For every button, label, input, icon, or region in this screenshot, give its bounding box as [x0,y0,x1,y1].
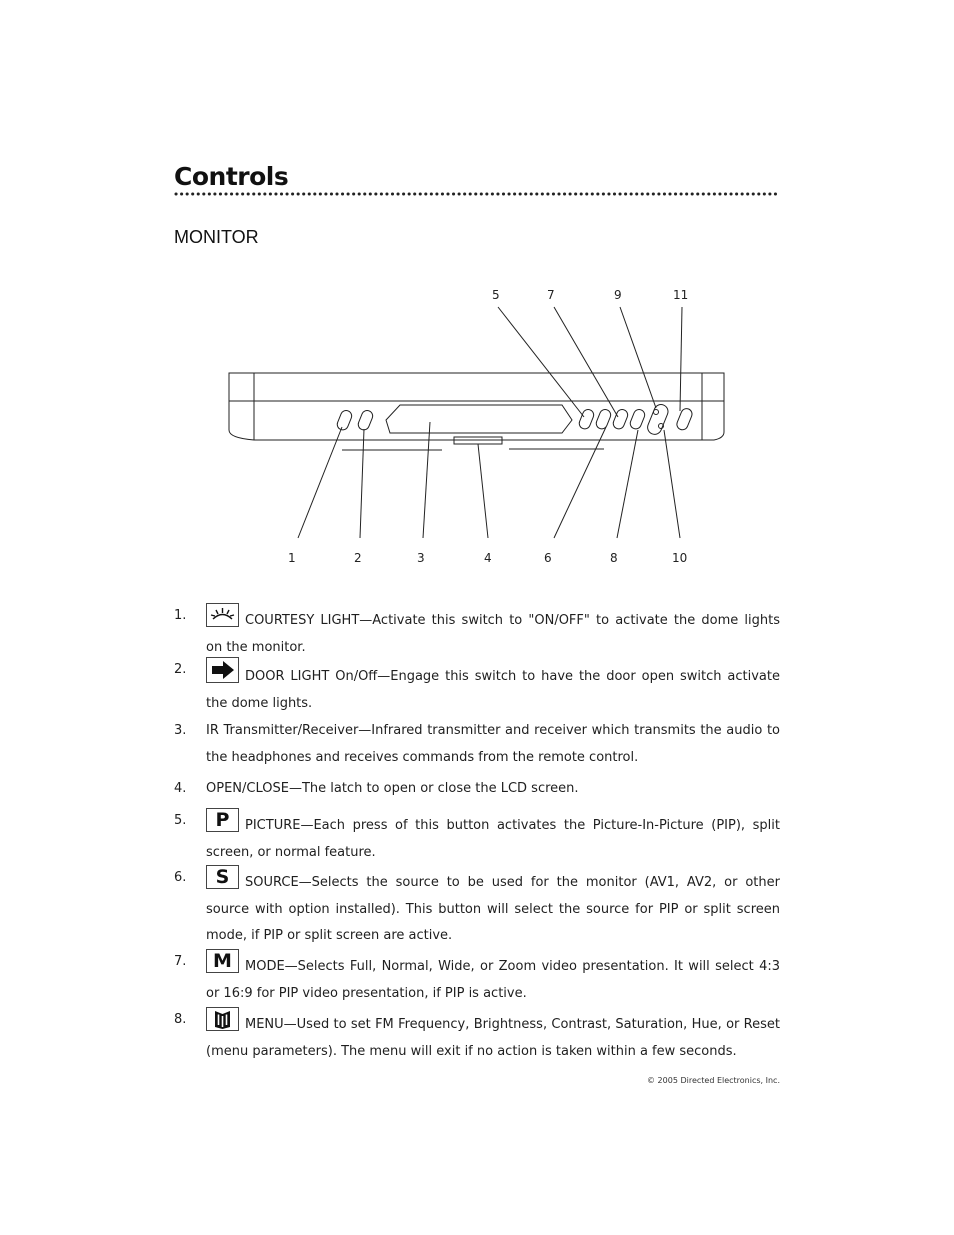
courtesy-light-button [336,409,354,432]
up-down-rocker [646,402,671,436]
list-item [174,603,780,661]
callout-8: 8 [610,551,618,565]
ir-window [386,405,572,433]
callout-3: 3 [417,551,425,565]
list-item [174,718,780,771]
page-title: Controls [174,162,289,191]
copyright-footer: © 2005 Directed Electronics, Inc. [647,1076,780,1085]
callout-6: 6 [544,551,552,565]
item-number: 6. [174,870,187,885]
item-number: 7. [174,954,187,969]
section-title: MONITOR [174,227,259,247]
callout-10: 10 [672,551,688,565]
picture-p-icon: P [206,808,239,832]
dotted-rule [174,190,780,198]
door-light-arrow-icon [206,657,239,683]
menu-book-icon [206,1007,239,1031]
monitor-body [229,373,724,440]
list-item [174,949,780,1007]
item-number: 4. [174,781,187,796]
menu-button [629,408,647,431]
courtesy-light-icon [206,603,239,627]
callout-4: 4 [484,551,492,565]
callout-11: 11 [673,288,689,302]
monitor-diagram [174,280,780,575]
picture-button [578,408,596,431]
item-number: 2. [174,662,187,677]
list-item [174,1007,780,1065]
list-item [174,865,780,950]
item-number: 8. [174,1012,187,1027]
item-number: 1. [174,608,187,623]
item-text: SOURCE—Selects the source to be used for the monitor (AV1, AV2, or other source with option installed). This button will select the source for PIP or split screen mode, if PIP or split screen are active. [206,875,780,943]
item-text: PICTURE—Each press of this button activates the Picture-In-Picture (PIP), split screen, or normal feature. [206,818,780,860]
list-item [174,808,780,866]
callout-9: 9 [614,288,622,302]
callout-2: 2 [354,551,362,565]
item-number: 3. [174,723,187,738]
item-text: MENU—Used to set FM Frequency, Brightness, Contrast, Saturation, Hue, or Reset (menu parameters). The menu will exit if no action is taken within a few seconds. [206,1017,780,1059]
power-button [675,407,693,432]
item-text: IR Transmitter/Receiver—Infrared transmitter and receiver which transmits the audio to the headphones and receives commands from the remote control. [206,723,780,765]
item-text: MODE—Selects Full, Normal, Wide, or Zoom video presentation. It will select 4:3 or 16:9 for PIP video presentation, if PIP is active. [206,959,780,1001]
callout-1: 1 [288,551,296,565]
source-s-icon: S [206,865,239,889]
callout-7: 7 [547,288,555,302]
item-number: 5. [174,813,187,828]
item-text: OPEN/CLOSE—The latch to open or close the LCD screen. [206,781,579,796]
door-light-button [357,409,375,432]
item-text: COURTESY LIGHT—Activate this switch to "ON/OFF" to activate the dome lights on the monitor. [206,613,780,655]
list-item [174,657,780,717]
item-text: DOOR LIGHT On/Off—Engage this switch to have the door open switch activate the dome lights. [206,669,780,711]
callout-5: 5 [492,288,500,302]
list-item [174,776,780,803]
source-button [595,408,613,431]
mode-m-icon: M [206,949,239,973]
